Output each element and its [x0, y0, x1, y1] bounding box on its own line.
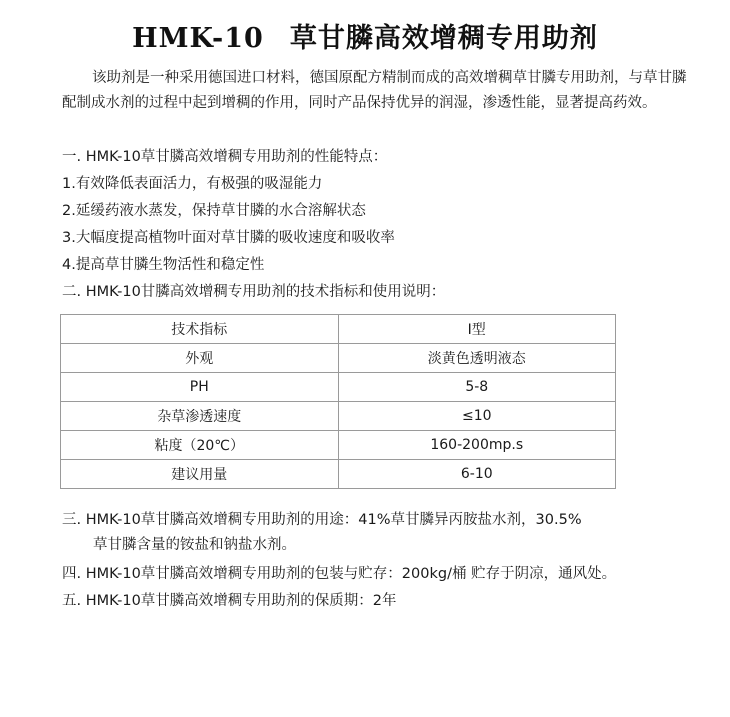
- table-row: [61, 402, 616, 431]
- table-cell: 外观: [61, 344, 339, 373]
- spec-table: [60, 314, 616, 489]
- table-header-cell: I型: [338, 315, 616, 344]
- table-row: [61, 373, 616, 402]
- table-cell: ≤10: [338, 402, 616, 431]
- section2-heading: 二. HMK-10甘膦高效增稠专用助剂的技术指标和使用说明：: [62, 284, 446, 300]
- table-row: [61, 431, 616, 460]
- section5: 五. HMK-10草甘膦高效增稠专用助剂的保质期：2年: [62, 593, 397, 609]
- table-row: [61, 460, 616, 489]
- product-model: HMK-10: [132, 23, 264, 54]
- table-cell: 6-10: [338, 460, 616, 489]
- table-cell: 160-200mp.s: [338, 431, 616, 460]
- page-title: [0, 16, 730, 55]
- table-cell: 淡黄色透明液态: [338, 344, 616, 373]
- table-cell: 粘度（20℃）: [61, 431, 339, 460]
- table-cell: PH: [61, 373, 339, 402]
- section1-heading: 一. HMK-10草甘膦高效增稠专用助剂的性能特点：: [62, 149, 388, 165]
- table-row: [61, 344, 616, 373]
- section3-line1: 三. HMK-10草甘膦高效增稠专用助剂的用途：41%草甘膦异丙胺盐水剂，30.5%: [62, 512, 582, 528]
- intro-paragraph: 该助剂是一种采用德国进口材料，德国原配方精制而成的高效增稠草甘膦专用助剂，与草甘膦配制成水剂的过程中起到增稠的作用，同时产品保持优异的润湿，渗透性能，显著提高药效。: [62, 70, 687, 111]
- feature-item-1: 1.有效降低表面活力，有极强的吸湿能力: [62, 176, 323, 192]
- table-cell: 杂草渗透速度: [61, 402, 339, 431]
- table-cell: 建议用量: [61, 460, 339, 489]
- section3-line2: 草甘膦含量的铵盐和钠盐水剂。: [93, 537, 296, 553]
- feature-item-4: 4.提高草甘膦生物活性和稳定性: [62, 257, 265, 273]
- section4: 四. HMK-10草甘膦高效增稠专用助剂的包装与贮存：200kg/桶 贮存于阴凉，通风处。: [62, 566, 617, 582]
- table-header-row: [61, 315, 616, 344]
- product-name: 草甘膦高效增稠专用助剂: [289, 23, 598, 54]
- feature-item-2: 2.延缓药液水蒸发，保持草甘膦的水合溶解状态: [62, 203, 366, 219]
- table-header-cell: 技术指标: [61, 315, 339, 344]
- feature-item-3: 3.大幅度提高植物叶面对草甘膦的吸收速度和吸收率: [62, 230, 395, 246]
- section3: [62, 508, 690, 558]
- table-cell: 5-8: [338, 373, 616, 402]
